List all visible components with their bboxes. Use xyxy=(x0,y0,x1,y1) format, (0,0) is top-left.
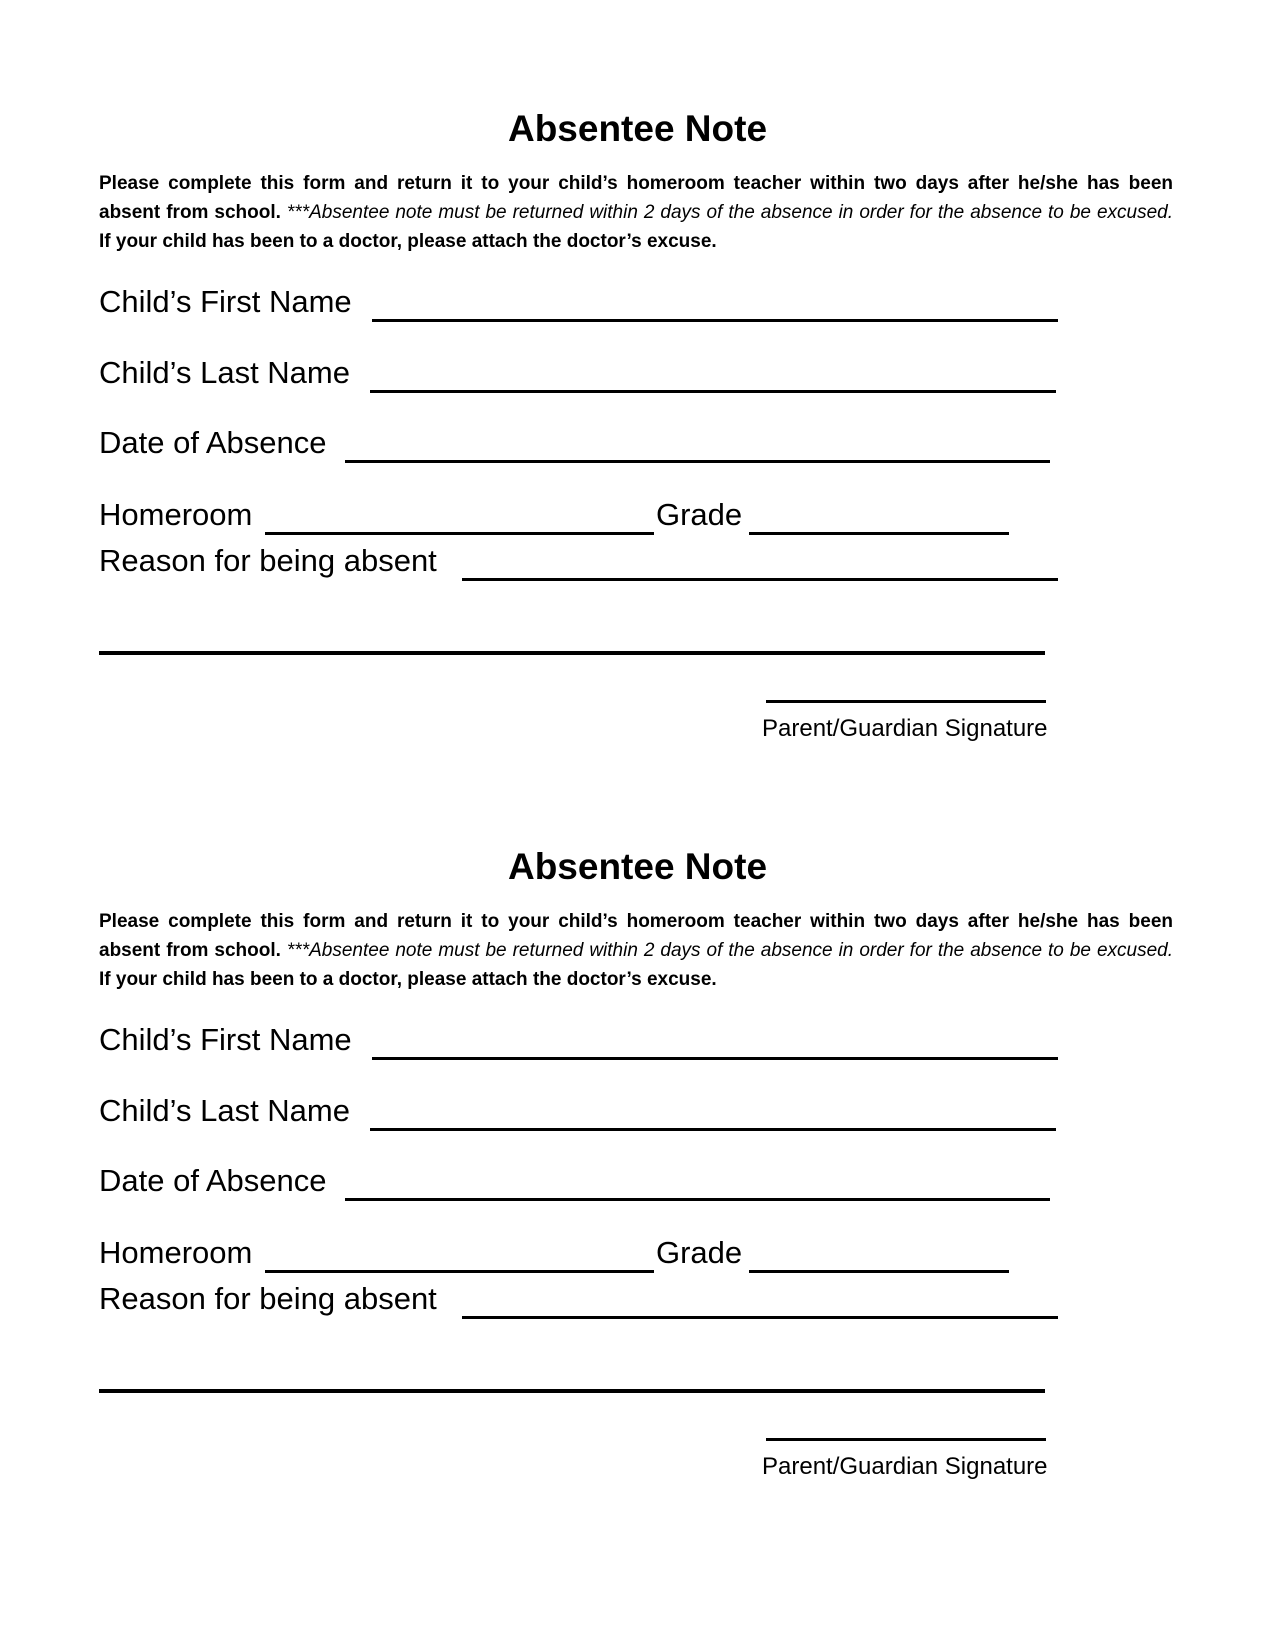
first-name-blank[interactable] xyxy=(372,1057,1058,1060)
last-name-label: Child’s Last Name xyxy=(99,355,350,390)
grade-blank[interactable] xyxy=(749,1270,1009,1273)
homeroom-label: Homeroom xyxy=(99,1235,253,1270)
homeroom-blank[interactable] xyxy=(265,1270,654,1273)
last-name-blank[interactable] xyxy=(370,1128,1056,1131)
reason-continuation-blank[interactable] xyxy=(99,1389,1045,1393)
instructions-paragraph xyxy=(99,169,1173,256)
signature-label: Parent/Guardian Signature xyxy=(762,715,1048,742)
date-of-absence-label: Date of Absence xyxy=(99,1163,327,1198)
instructions-bold-start: Please complete this form and return it to your child’s homeroom teacher within two days after he/she has been absent from school. xyxy=(99,173,1173,223)
instructions-italic: ***Absentee note must be returned within 2 days of the absence in order for the absence to be excused. xyxy=(280,940,1174,961)
first-name-label: Child’s First Name xyxy=(99,1022,352,1057)
last-name-label: Child’s Last Name xyxy=(99,1093,350,1128)
last-name-blank[interactable] xyxy=(370,390,1056,393)
signature-blank[interactable] xyxy=(766,1438,1046,1441)
note-title: Absentee Note xyxy=(507,846,768,887)
instructions-italic: ***Absentee note must be returned within 2 days of the absence in order for the absence to be excused. xyxy=(280,202,1174,223)
reason-label: Reason for being absent xyxy=(99,1281,437,1316)
first-name-label: Child’s First Name xyxy=(99,284,352,319)
instructions-bold-end: If your child has been to a doctor, please attach the doctor’s excuse. xyxy=(99,231,717,252)
grade-blank[interactable] xyxy=(749,532,1009,535)
instructions-paragraph xyxy=(99,907,1173,994)
date-of-absence-blank[interactable] xyxy=(345,460,1050,463)
note-title: Absentee Note xyxy=(507,108,768,149)
date-of-absence-label: Date of Absence xyxy=(99,425,327,460)
homeroom-blank[interactable] xyxy=(265,532,654,535)
signature-blank[interactable] xyxy=(766,700,1046,703)
reason-blank[interactable] xyxy=(462,1316,1058,1319)
reason-blank[interactable] xyxy=(462,578,1058,581)
grade-label: Grade xyxy=(656,497,743,532)
instructions-bold-start: Please complete this form and return it to your child’s homeroom teacher within two days after he/she has been absent from school. xyxy=(99,911,1173,961)
signature-label: Parent/Guardian Signature xyxy=(762,1453,1048,1480)
grade-label: Grade xyxy=(656,1235,743,1270)
absentee-note-2 xyxy=(0,738,1275,1478)
first-name-blank[interactable] xyxy=(372,319,1058,322)
reason-label: Reason for being absent xyxy=(99,543,437,578)
date-of-absence-blank[interactable] xyxy=(345,1198,1050,1201)
absentee-note-1 xyxy=(0,0,1275,740)
reason-continuation-blank[interactable] xyxy=(99,651,1045,655)
instructions-bold-end: If your child has been to a doctor, please attach the doctor’s excuse. xyxy=(99,969,717,990)
homeroom-label: Homeroom xyxy=(99,497,253,532)
